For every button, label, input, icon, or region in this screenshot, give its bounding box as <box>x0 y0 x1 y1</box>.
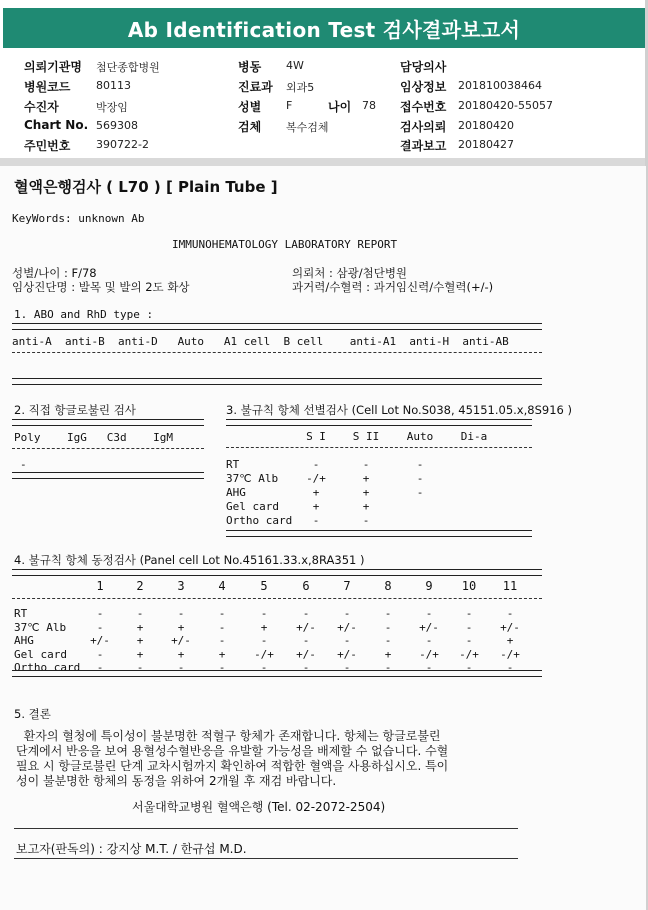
double-rule <box>12 323 542 330</box>
panel-result-cell: -/+ <box>500 647 520 661</box>
panel-result-cell: - <box>96 620 104 634</box>
rule <box>14 858 518 859</box>
value-patient: 박장임 <box>96 101 128 114</box>
double-rule <box>226 419 532 426</box>
conclusion-line-1: 환자의 혈청에 특이성이 불분명한 적혈구 항체가 존재합니다. 항체는 항글로불린 <box>16 729 441 743</box>
panel-result-cell: - <box>506 661 514 674</box>
panel-result-cell: -/+ <box>419 647 439 661</box>
panel-cell-number: 5 <box>260 579 268 593</box>
panel-result-cell: + <box>177 647 185 661</box>
screening-row-label: RT <box>226 458 240 471</box>
dat-columns: Poly IgG C3d IgM <box>14 431 173 444</box>
panel-result-cell: - <box>177 661 185 674</box>
screening-cell: - <box>362 514 370 527</box>
panel-result-cell: - <box>96 661 104 674</box>
panel-cell-number: 6 <box>302 579 310 593</box>
panel-row-label: Gel card <box>14 647 67 661</box>
panel-result-cell: - <box>465 634 473 647</box>
label-age: 나이 <box>328 100 352 114</box>
panel-result-cell: - <box>177 607 185 620</box>
label-ward: 병동 <box>238 60 262 74</box>
screening-cell: - <box>362 458 370 471</box>
panel-result-cell: - <box>384 661 392 674</box>
panel-result-cell: + <box>177 620 185 634</box>
panel-result-cell: - <box>260 607 268 620</box>
screening-cell: + <box>362 486 370 499</box>
dat-value: - <box>20 458 27 471</box>
section-4-title: 4. 불규칙 항체 동정검사 (Panel cell Lot No.45161.33.x,8RA351 ) <box>14 553 365 567</box>
label-department: 진료과 <box>238 80 273 94</box>
screening-cell: + <box>312 486 320 499</box>
screening-row-label: 37℃ Alb <box>226 472 279 485</box>
screening-header-cell: S I <box>306 430 326 443</box>
panel-result-cell: + <box>136 620 144 634</box>
panel-result-cell: - <box>384 634 392 647</box>
report-heading: 혈액은행검사 ( L70 ) [ Plain Tube ] <box>14 178 278 196</box>
panel-result-cell: - <box>465 620 473 634</box>
panel-cell-number: 4 <box>218 579 226 593</box>
panel-result-cell: +/- <box>337 647 357 661</box>
rule <box>14 828 518 829</box>
double-rule <box>12 569 542 576</box>
value-test-request: 20180420 <box>458 119 514 132</box>
label-test-request: 검사의뢰 <box>400 120 447 134</box>
screening-header-cell: Auto <box>406 430 434 443</box>
label-receipt-no: 접수번호 <box>400 100 447 114</box>
panel-result-cell: - <box>343 661 351 674</box>
value-sex: F <box>286 99 293 112</box>
section-1-title: 1. ABO and RhD type : <box>14 308 154 321</box>
panel-cell-number: 11 <box>502 579 518 593</box>
panel-cell-number: 2 <box>136 579 144 593</box>
panel-row-label: Ortho card <box>14 661 81 674</box>
panel-result-cell: + <box>506 634 514 647</box>
reporter: 보고자(판독의) : 강지상 M.T. / 한규섭 M.D. <box>16 842 247 856</box>
panel-row-label: 37℃ Alb <box>14 620 67 634</box>
double-rule <box>12 378 542 385</box>
institution-contact: 서울대학교병원 혈액은행 (Tel. 02-2072-2504) <box>132 800 386 814</box>
double-rule <box>226 530 532 537</box>
label-hospital-code: 병원코드 <box>24 80 71 94</box>
keywords: KeyWords: unknown Ab <box>12 212 145 225</box>
label-patient: 수진자 <box>24 100 59 114</box>
label-attending-doctor: 담당의사 <box>400 60 447 74</box>
panel-result-cell: - <box>425 634 433 647</box>
panel-result-cell: + <box>136 647 144 661</box>
value-department: 외과5 <box>286 81 315 94</box>
panel-result-cell: - <box>260 661 268 674</box>
conclusion-line-3: 필요 시 항글로불린 단계 교차시험까지 확인하여 적합한 혈액을 사용하십시오. 특이 <box>16 759 449 773</box>
section-5-title: 5. 결론 <box>14 707 51 721</box>
label-sex: 성별 <box>238 100 262 114</box>
panel-result-cell: - <box>302 634 310 647</box>
conclusion-line-2: 단계에서 반응을 보여 용혈성수혈반응을 유발할 가능성을 배제할 수 없습니다. 수혈 <box>16 744 449 758</box>
requester: 의뢰처 : 삼광/첨단병원 <box>292 266 408 280</box>
screening-cell: - <box>416 472 424 485</box>
panel-result-cell: -/+ <box>459 647 479 661</box>
screening-row-label: Gel card <box>226 500 279 513</box>
panel-result-cell: - <box>218 634 226 647</box>
panel-result-cell: +/- <box>419 620 439 634</box>
panel-result-cell: - <box>218 607 226 620</box>
panel-cell-number: 8 <box>384 579 392 593</box>
section-2-title: 2. 직접 항글로불린 검사 <box>14 403 136 417</box>
screening-cell: + <box>362 472 370 485</box>
label-result-report: 결과보고 <box>400 139 447 153</box>
panel-result-cell: - <box>96 647 104 661</box>
panel-result-cell: - <box>343 607 351 620</box>
panel-result-cell: - <box>302 661 310 674</box>
panel-result-cell: -/+ <box>254 647 274 661</box>
lab-report-title: IMMUNOHEMATOLOGY LABORATORY REPORT <box>172 238 398 251</box>
panel-result-cell: +/- <box>296 620 316 634</box>
panel-row-label: RT <box>14 607 28 620</box>
value-requesting-institution: 첨단종합병원 <box>96 61 160 74</box>
panel-result-cell: - <box>343 634 351 647</box>
panel-result-cell: - <box>96 607 104 620</box>
panel-result-cell: + <box>384 647 392 661</box>
double-rule <box>12 472 204 479</box>
panel-result-cell: - <box>136 607 144 620</box>
label-chart-no: Chart No. <box>24 118 89 132</box>
conclusion-line-4: 성이 불분명한 항체의 동정을 위하여 2개월 후 재검 바랍니다. <box>16 774 337 788</box>
screening-row-label: Ortho card <box>226 514 293 527</box>
value-specimen: 복수검체 <box>286 121 329 134</box>
screening-cell: - <box>312 514 320 527</box>
value-receipt-no: 20180420-55057 <box>458 99 553 112</box>
patient-info-panel <box>0 54 648 158</box>
panel-result-cell: - <box>384 607 392 620</box>
panel-result-cell: +/- <box>296 647 316 661</box>
separator-band <box>0 158 648 166</box>
abo-rhd-columns: anti-A anti-B anti-D Auto A1 cell B cell anti-A1 anti-H anti-AB <box>12 335 509 348</box>
report-title: Ab Identification Test 검사결과보고서 <box>3 8 645 48</box>
panel-result-cell: - <box>425 661 433 674</box>
panel-cell-number: 7 <box>343 579 351 593</box>
screening-cell: - <box>416 458 424 471</box>
screening-cell: + <box>362 500 370 513</box>
panel-result-cell: - <box>465 607 473 620</box>
panel-result-cell: - <box>218 661 226 674</box>
panel-result-cell: - <box>136 661 144 674</box>
panel-result-cell: +/- <box>171 634 191 647</box>
label-specimen: 검체 <box>238 120 262 134</box>
panel-cell-number: 3 <box>177 579 185 593</box>
value-ward: 4W <box>286 59 304 72</box>
screening-cell: - <box>312 458 320 471</box>
value-age: 78 <box>362 99 376 112</box>
value-hospital-code: 80113 <box>96 79 131 92</box>
panel-result-cell: +/- <box>90 634 110 647</box>
label-requesting-institution: 의뢰기관명 <box>24 60 82 74</box>
dashed-rule <box>12 352 542 353</box>
panel-result-cell: - <box>302 607 310 620</box>
panel-result-cell: + <box>136 634 144 647</box>
value-clinical-info: 201810038464 <box>458 79 542 92</box>
label-resident-no: 주민번호 <box>24 139 71 153</box>
dashed-rule <box>12 598 542 599</box>
value-result-report: 20180427 <box>458 138 514 151</box>
scanned-report <box>0 166 646 910</box>
panel-result-cell: - <box>384 620 392 634</box>
panel-cell-number: 10 <box>461 579 477 593</box>
label-clinical-info: 임상정보 <box>400 80 447 94</box>
panel-result-cell: + <box>218 647 226 661</box>
panel-row-label: AHG <box>14 634 34 647</box>
header-area <box>0 0 648 54</box>
screening-cell: -/+ <box>306 472 326 485</box>
value-resident-no: 390722-2 <box>96 138 149 151</box>
panel-result-cell: - <box>506 607 514 620</box>
panel-result-cell: +/- <box>500 620 520 634</box>
screening-cell: + <box>312 500 320 513</box>
double-rule <box>12 419 204 426</box>
panel-cell-number: 1 <box>96 579 104 593</box>
panel-result-cell: - <box>218 620 226 634</box>
panel-result-cell: +/- <box>337 620 357 634</box>
panel-result-cell: - <box>260 634 268 647</box>
panel-result-cell: + <box>260 620 268 634</box>
panel-result-cell: - <box>425 607 433 620</box>
value-chart-no: 569308 <box>96 119 138 132</box>
screening-header-cell: S II <box>352 430 380 443</box>
clinical-diagnosis: 임상진단명 : 발목 및 발의 2도 화상 <box>12 280 190 294</box>
transfusion-history: 과거력/수혈력 : 과거임신력/수혈력(+/-) <box>292 280 494 294</box>
panel-result-cell: - <box>465 661 473 674</box>
screening-row-label: AHG <box>226 486 246 499</box>
sex-age: 성별/나이 : F/78 <box>12 266 97 280</box>
dashed-rule <box>12 448 204 449</box>
section-3-title: 3. 불규칙 항체 선별검사 (Cell Lot No.S038, 45151.05.x,8S916 ) <box>226 403 572 417</box>
double-rule <box>12 670 542 677</box>
screening-header-cell: Di-a <box>460 430 488 443</box>
dashed-rule <box>226 447 532 448</box>
screening-cell: - <box>416 486 424 499</box>
panel-cell-number: 9 <box>425 579 433 593</box>
